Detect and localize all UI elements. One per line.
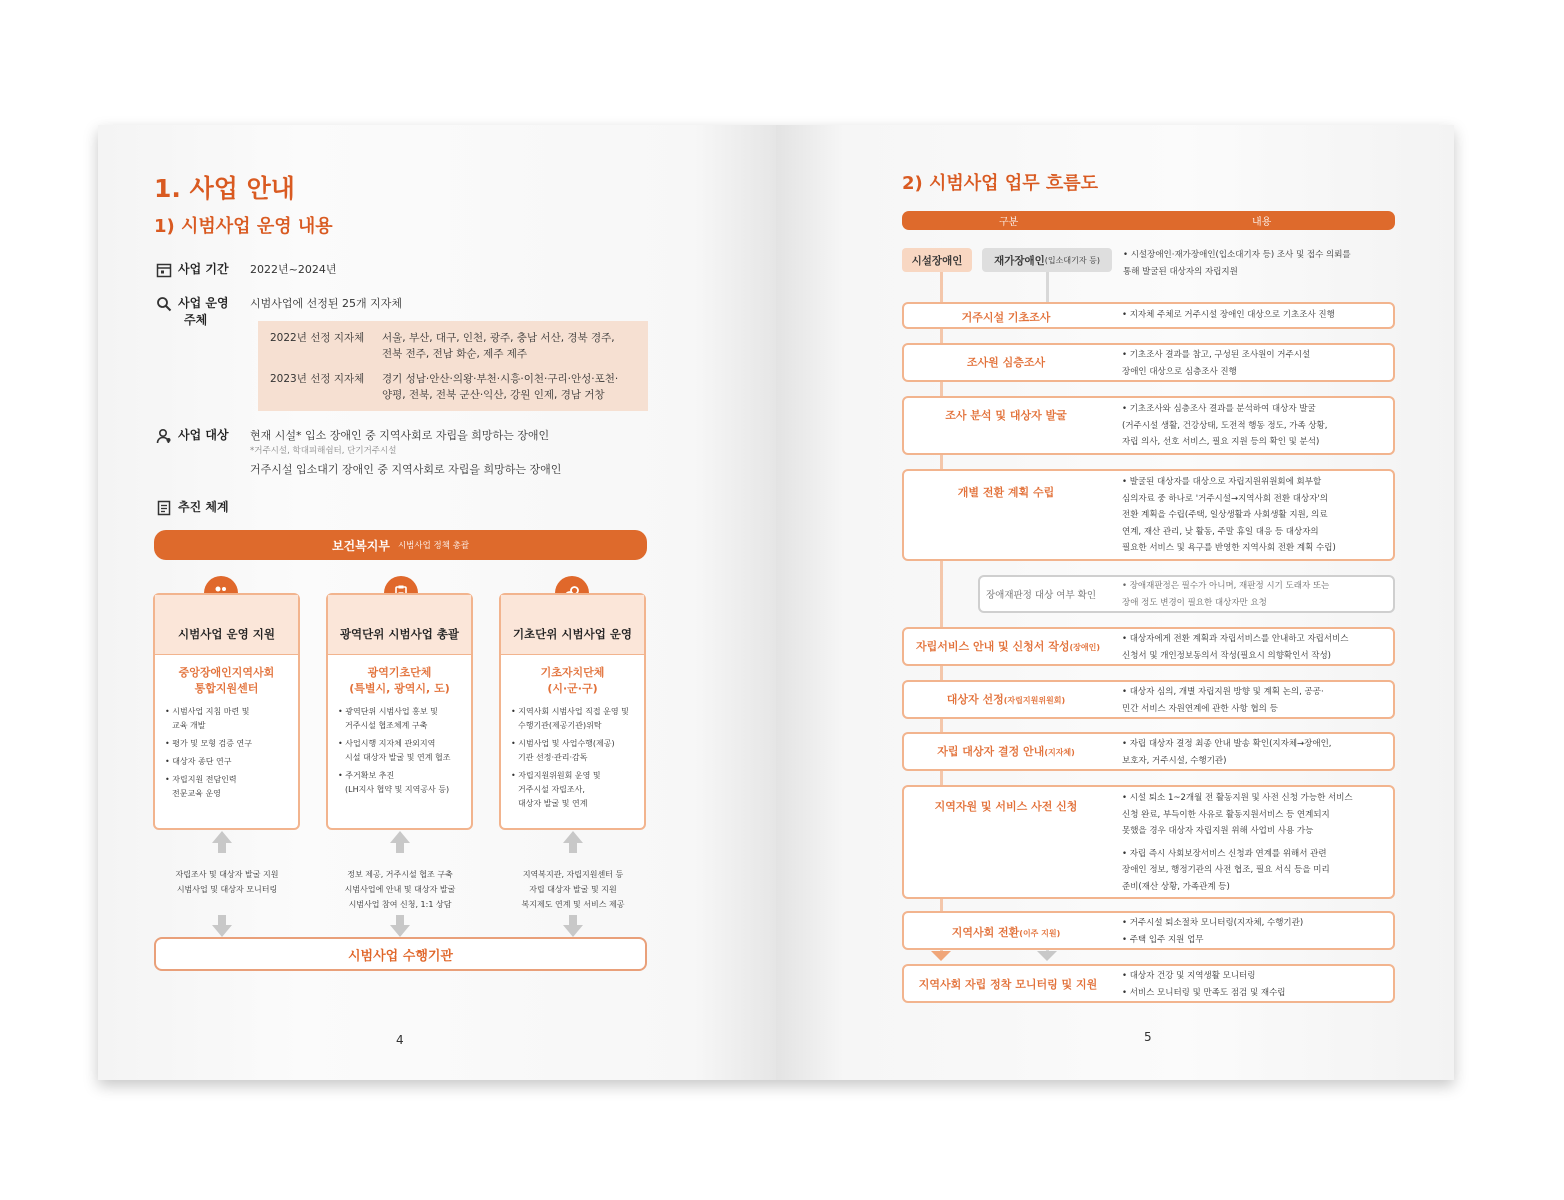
flow-step [902,785,1395,899]
flow-step [902,469,1395,561]
step-title: 지역자원 및 서비스 사전 신청 [934,800,1078,813]
ministry-banner [154,530,647,560]
step-title: 자립 대상자 결정 안내(지자체) [937,745,1075,758]
page-number-right: 5 [1144,1030,1152,1044]
document-icon [156,500,172,516]
step-desc: • 발굴된 대상자를 대상으로 자립지원위원회에 회부할 심의자료 중 하나로 '거주시설→지역사회 전환 대상자'의 전환 계획을 수립(주택, 일상생활과 사회생활 지원, 의료 연계, 재산 관리, 낮 활동, 주말 휴일 대응 등 대상자의 필요한 서비스 및 욕구를 반영한 지역사회 전환 계획 수립) [1122,477,1336,553]
down-arrow [563,915,583,937]
column-head: 광역단위 시범사업 총괄 [328,595,471,655]
bullet-item: • 자립지원 전담인력 전문교육 운영 [165,775,237,798]
bullet-item: • 평가 및 모형 검증 연구 [165,739,252,748]
bullet-item: • 광역단위 시범사업 홍보 및 거주시설 협조체계 구축 [338,707,438,730]
flow-step [902,396,1395,455]
column-local [499,593,646,830]
down-arrow-grey [1037,951,1057,961]
down-arrow-orange [931,951,951,961]
column-bullets [511,705,644,811]
step-desc: • 시설 퇴소 1~2개월 전 활동지원 및 사전 신청 가능한 서비스 신청 완료, 부득이한 사유로 활동지원서비스 등 연계되지 못했을 경우 대상자 자립지원 위해 사업비 사용 가능 • 자립 즉시 사회보장서비스 신청과 연계를 위해서 관련 장애인 정보, 행정기관의 사전 협조, 필요 서식 등을 미리 준비(재산 상황, 가족관계 등) [1122,793,1353,892]
target-label: 사업 대상 [178,428,229,442]
down-arrows [931,951,1061,963]
column-bullets [165,705,298,801]
column-org: 기초자치단체 (시·군·구) [540,666,605,695]
target-line-1: 현재 시설* 입소 장애인 중 지역사회로 자립을 희망하는 장애인 [250,429,550,442]
step-desc: • 자립 대상자 결정 최종 안내 발송 확인(지자체→장애인, 보호자, 거주시설, 수행기관) [1122,739,1332,766]
operator-value: 시범사업에 선정된 25개 지자체 [250,297,402,310]
column-desc-3: 지역복지관, 자립지원센터 등 자립 대상자 발굴 및 지원 복지제도 연계 및 서비스 제공 [521,870,625,909]
down-arrow [390,915,410,937]
target-row [156,427,561,478]
municipality-row-2022: 2022년 선정 지자체 서울, 부산, 대구, 인천, 광주, 충남 서산, 경북 경주, 전북 전주, 전남 화순, 제주 제주 [270,332,615,360]
step-title: 지역사회 자립 정착 모니터링 및 지원 [918,978,1098,991]
selected-municipalities-box [258,321,648,411]
performing-agency-box: 시범사업 수행기관 [154,937,647,971]
bullet-item: • 대상자 종단 연구 [165,757,232,766]
step-desc: • 거주시설 퇴소절차 모니터링(지자체, 수행기관) • 주택 입주 지원 업무 [1122,918,1304,945]
up-arrow [390,831,410,853]
step-title: 거주시설 기초조사 [961,311,1051,324]
person-icon [156,428,172,444]
up-arrow [563,831,583,853]
bullet-item: • 지역사회 시범사업 직접 운영 및 수행기관(제공기관)위탁 [511,707,629,730]
column-desc-2: 정보 제공, 거주시설 협조 구축 시범사업에 안내 및 대상자 발굴 시범사업 참여 신청, 1:1 상담 [344,870,456,909]
side-note-box [978,575,1395,613]
flowchart-title: 2) 시범사업 업무 흐름도 [902,173,1099,194]
calendar-icon [156,262,172,278]
system-label: 추진 체계 [178,500,229,514]
period-label: 사업 기간 [178,262,229,276]
municipality-row-2023: 2023년 선정 지자체 경기 성남·안산·의왕·부천·시흥·이천·구리·안성·포천· 양평, 전북, 전북 군산·익산, 강원 인제, 경남 거창 [270,373,619,401]
column-org: 중앙장애인지역사회 통합지원센터 [178,666,275,695]
flow-step [902,302,1395,329]
column-bullets [338,705,471,797]
flow-step [902,627,1395,666]
step-desc: • 지자체 주체로 거주시설 장애인 대상으로 기초조사 진행 [1122,310,1335,320]
period-value: 2022년~2024년 [250,263,337,276]
bullet-item: • 주거확보 추진 (LH지사 협약 및 지역공사 등) [338,771,450,794]
target-note: *거주시설, 학대피해쉼터, 단기거주시설 [250,446,397,456]
step-title: 조사원 심층조사 [966,356,1046,369]
flow-step [902,911,1395,950]
step-title: 조사 분석 및 대상자 발굴 [945,409,1067,422]
tag-description: • 시설장애인·재가장애인(입소대기자 등) 조사 및 접수 의뢰를 통해 발굴된 대상자의 자립지원 [1123,250,1351,277]
search-icon [156,296,172,312]
header-content: 내용 [1252,217,1272,228]
flow-step [902,343,1395,382]
side-note-title: 장애재판정 대상 여부 확인 [986,590,1097,601]
step-title: 대상자 선정(자립지원위원회) [946,693,1066,706]
up-arrow [212,831,232,853]
section-subtitle: 1) 시범사업 운영 내용 [154,216,333,237]
column-central-support [153,593,300,830]
bullet-item: • 자립지원위원회 운영 및 거주시설 자립조사, 대상자 발굴 및 연계 [511,771,601,808]
flow-step [902,732,1395,771]
down-arrow [212,915,232,937]
header-category: 구분 [999,217,1019,228]
left-page [98,125,776,1080]
bullet-item: • 시범사업 및 사업수행(제공) 기관 선정·관리·감독 [511,739,615,762]
operator-label-2: 주체 [184,313,208,327]
column-regional [326,593,473,830]
step-title: 자립서비스 안내 및 신청서 작성(장애인) [916,640,1100,653]
system-row [156,499,250,516]
step-desc: • 대상자 건강 및 지역생활 모니터링 • 서비스 모니터링 및 만족도 점검 및 재수립 [1122,971,1286,998]
flow-step [902,680,1395,719]
step-title: 개별 전환 계획 수립 [957,486,1055,499]
step-desc: • 기초조사 결과를 참고, 구성된 조사원이 거주시설 장애인 대상으로 심층조사 진행 [1122,350,1311,377]
ministry-role: 시범사업 정책 총괄 [397,541,470,551]
period-row [156,261,336,278]
step-desc: • 대상자 심의, 개별 자립지원 방향 및 계획 논의, 공공· 민간 서비스 자원연계에 관한 사항 협의 등 [1122,687,1324,714]
column-desc-1: 자립조사 및 대상자 발굴 지원 시범사업 및 대상자 모니터링 [175,870,279,894]
page-number-left: 4 [396,1033,404,1047]
step-title: 지역사회 전환(이주 지원) [951,926,1061,939]
flow-step [902,964,1395,1003]
column-org: 광역기초단체 (특별시, 광역시, 도) [349,666,450,695]
open-booklet [98,125,1454,1080]
operator-label-1: 사업 운영 [178,296,229,310]
column-head: 시범사업 운영 지원 [155,595,298,655]
side-note-desc: • 장애재판정은 필수가 아니며, 재판정 시기 도래자 또는 장애 정도 변경이 필요한 대상자만 요청 [1122,581,1330,608]
tag-facility-disabled: 시설장애인 [902,248,972,272]
tag-home-disabled: 재가장애인 (입소대기자 등) [982,248,1112,272]
right-page [776,125,1454,1080]
target-line-2: 거주시설 입소대기 장애인 중 지역사회로 자립을 희망하는 장애인 [250,463,562,476]
ministry-name: 보건복지부 [331,538,390,553]
column-head: 기초단위 시범사업 운영 [501,595,644,655]
bullet-item: • 시범사업 지침 마련 및 교육 개발 [165,707,250,730]
step-desc: • 기초조사와 심층조사 결과를 분석하여 대상자 발굴 (거주시설 생활, 건강상태, 도전적 행동 정도, 가족 상황, 자립 의사, 선호 서비스, 필요 지원 등의 확인 및 분석) [1122,404,1328,447]
step-desc: • 대상자에게 전환 계획과 자립서비스를 안내하고 자립서비스 신청서 및 개인정보동의서 작성(필요시 의향확인서 작성) [1122,634,1349,661]
section-title: 1. 사업 안내 [154,174,295,203]
flow-table-header [902,211,1395,230]
bullet-item: • 사업시행 지자체 관외지역 시설 대상자 발굴 및 연계 협조 [338,739,451,762]
